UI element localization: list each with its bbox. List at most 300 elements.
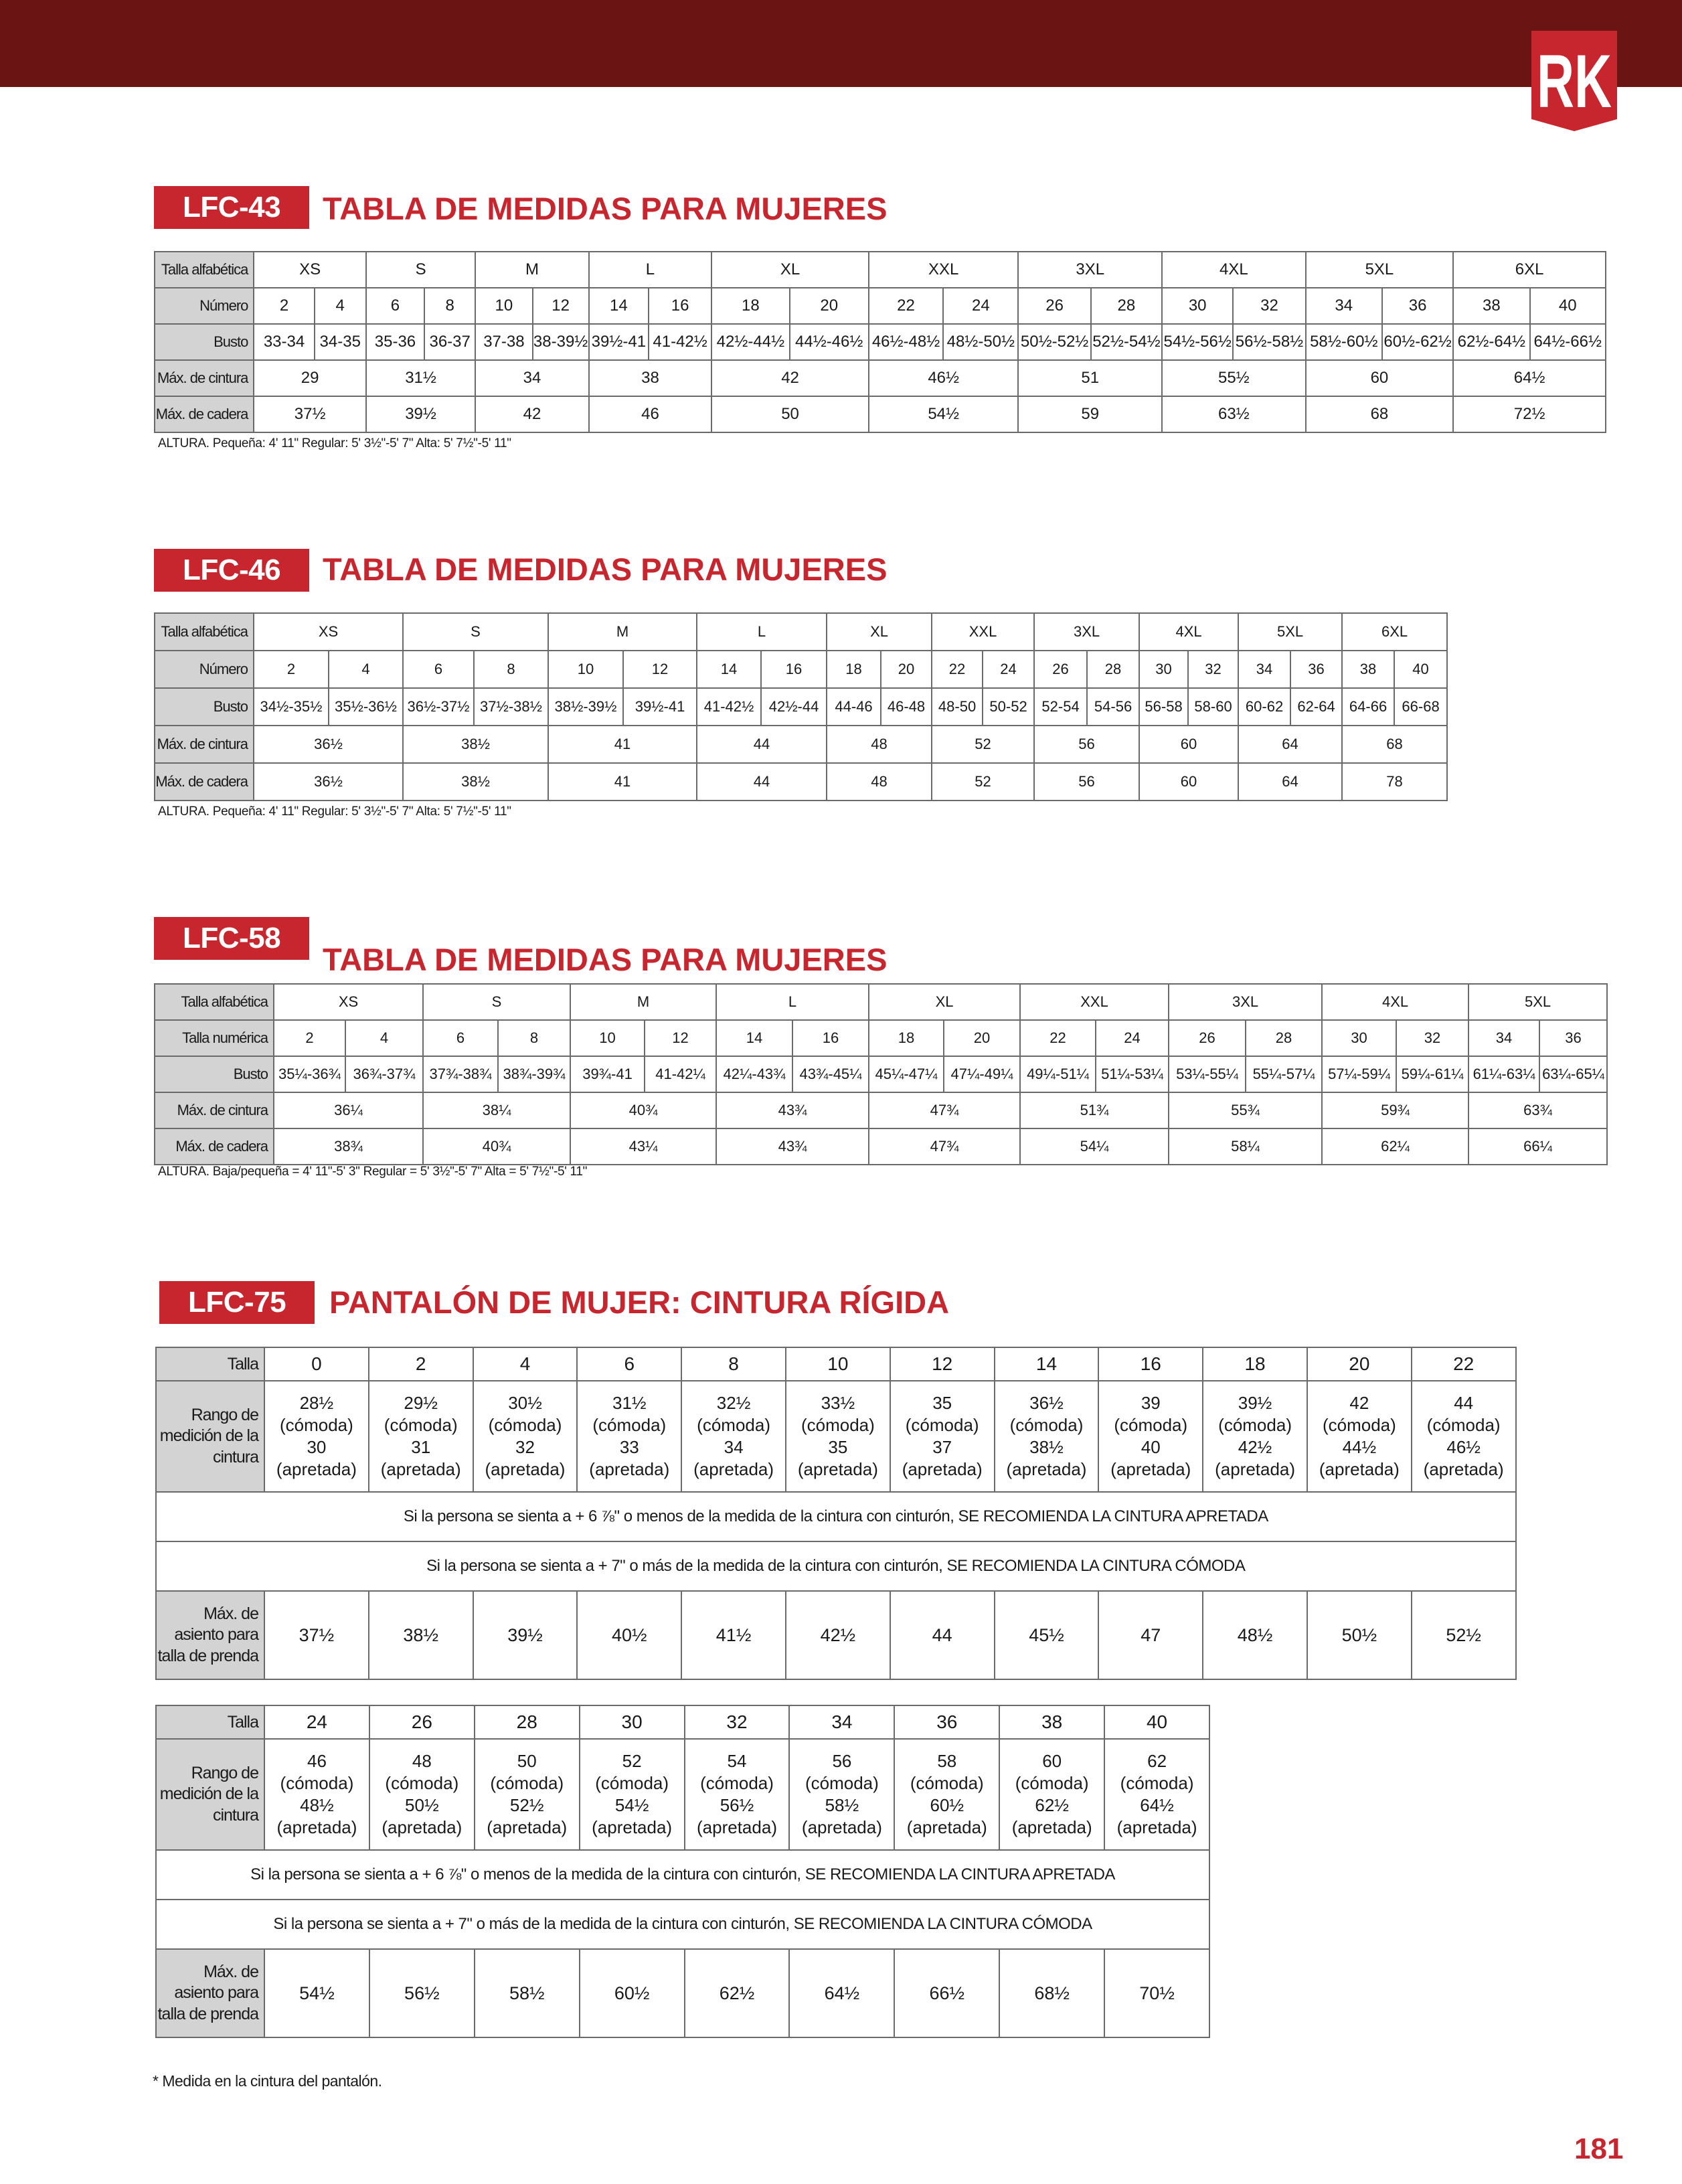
waist-range-cell [369,1739,475,1850]
table-row [155,324,1606,360]
svg-text:RK: RK [1537,39,1612,123]
note-apretada-row [156,1850,1209,1900]
waist-value: 35 [828,1437,848,1457]
fit-label: (cómoda) [1015,1772,1089,1793]
fit-label: (apretada) [276,1459,357,1480]
table-cell: 33-34 [254,324,314,360]
seat-cell: 54½ [264,1949,369,2037]
table-cell: 38 [1342,651,1394,688]
fit-label: (cómoda) [905,1414,979,1435]
table-cell: 10 [548,651,623,688]
talla-cell: 28 [475,1705,580,1739]
table-cell: 36-37 [424,324,475,360]
table-cell: 37½ [254,396,365,432]
asiento-row [156,1591,1516,1679]
waist-value: 39½ [1238,1392,1272,1413]
table-cell: 63¼-65¼ [1539,1056,1607,1092]
waist-value: 64½ [1140,1795,1174,1815]
talla-cell: 22 [1412,1347,1516,1381]
table-cell: 4XL [1162,252,1306,288]
table-cell: 41 [548,763,697,801]
table-cell: 41-42¼ [645,1056,716,1092]
table-cell: 2 [274,1020,345,1056]
table-cell: 48-50 [932,688,983,726]
seat-cell: 39½ [473,1591,578,1679]
row-label: Máx. de cadera [155,1128,274,1165]
seat-cell: 62½ [685,1949,790,2037]
altura-lfc58: ALTURA. Baja/pequeña = 4' 11"-5' 3" Regular = 5' 3½"-5' 7" Alta = 5' 7½"-5' 11" [158,1165,588,1179]
table-cell: 26 [1018,288,1090,324]
table-cell: 50½-52½ [1018,324,1090,360]
table-cell: L [589,252,712,288]
fit-label: (cómoda) [697,1414,770,1435]
table-cell: 56 [1034,763,1139,801]
table-cell: M [548,613,697,651]
table-cell: L [697,613,827,651]
table-cell: 20 [881,651,932,688]
table-cell: 59¼-61¼ [1396,1056,1468,1092]
seat-cell: 48½ [1203,1591,1307,1679]
waist-range-cell [681,1381,786,1492]
table-cell: 14 [716,1020,792,1056]
table-cell: 6 [423,1020,498,1056]
waist-value: 34 [724,1437,744,1457]
row-label: Busto [155,324,254,360]
table-cell: 4XL [1139,613,1238,651]
seat-cell: 42½ [786,1591,890,1679]
table-row [155,651,1447,688]
row-label: Talla alfabética [155,613,254,651]
fit-label: (cómoda) [1120,1772,1194,1793]
table-cell: 59¾ [1322,1092,1468,1128]
row-label: Talla numérica [155,1020,274,1056]
seat-cell: 50½ [1307,1591,1412,1679]
talla-cell: 0 [264,1347,369,1381]
waist-value: 50½ [405,1795,439,1815]
table-cell: 66¼ [1468,1128,1607,1165]
table-cell: 36¾-37¾ [345,1056,423,1092]
table-cell: 22 [869,288,943,324]
table-cell: 45¼-47¼ [869,1056,944,1092]
seat-cell: 56½ [369,1949,475,2037]
table-cell: 64 [1238,726,1342,763]
table-cell: 38½ [403,763,548,801]
table-cell: 5XL [1468,984,1607,1020]
table-cell: 64½ [1453,360,1606,396]
waist-range-cell [685,1739,790,1850]
fit-label: (apretada) [380,1459,461,1480]
table-cell: 53¼-55¼ [1169,1056,1246,1092]
table-cell: 28 [1246,1020,1322,1056]
waist-value: 44 [1454,1392,1474,1413]
table-row [155,1128,1607,1165]
table-cell: 32 [1233,288,1305,324]
table-cell: 58-60 [1188,688,1238,726]
waist-range-cell [264,1381,369,1492]
fit-label: (apretada) [1006,1459,1087,1480]
table-cell: 56-58 [1139,688,1188,726]
row-label: Número [155,288,254,324]
table-cell: 59 [1018,396,1162,432]
table-cell: 58¼ [1169,1128,1322,1165]
table-cell: 38¼ [423,1092,570,1128]
table-cell: 46-48 [881,688,932,726]
table-cell: 4 [345,1020,423,1056]
waist-value: 58 [937,1750,957,1771]
table-cell: 51¾ [1020,1092,1169,1128]
table-cell: S [366,252,475,288]
table-cell: 31½ [366,360,475,396]
seat-cell: 64½ [789,1949,894,2037]
table-cell: 47¾ [869,1128,1020,1165]
table-row [155,763,1447,801]
badge-lfc43: LFC-43 [154,186,309,229]
table-cell: 32 [1396,1020,1468,1056]
table-cell: 57¼-59¼ [1322,1056,1396,1092]
table-cell: 48 [827,763,932,801]
waist-value: 62½ [1035,1795,1069,1815]
table-cell: 36 [1290,651,1342,688]
table-cell: 49¼-51¼ [1020,1056,1096,1092]
fit-label: (cómoda) [490,1772,564,1793]
table-cell: 24 [1096,1020,1169,1056]
table-cell: 64 [1238,763,1342,801]
table-cell: 44½-46½ [790,324,869,360]
footnote: * Medida en la cintura del pantalón. [153,2072,382,2090]
table-cell: 41-42½ [649,324,711,360]
table-cell: 4 [329,651,403,688]
table-cell: 52 [932,726,1034,763]
table-cell: 32 [1188,651,1238,688]
seat-cell: 70½ [1104,1949,1209,2037]
table-cell: 48½-50½ [943,324,1018,360]
fit-label: (apretada) [697,1817,777,1838]
row-label: Número [155,651,254,688]
table-cell: 62-64 [1290,688,1342,726]
talla-cell: 34 [789,1705,894,1739]
table-cell: XXL [869,252,1019,288]
table-cell: 63¾ [1468,1092,1607,1128]
waist-range-cell [1098,1381,1203,1492]
table-cell: 5XL [1306,252,1454,288]
waist-value: 35 [932,1392,952,1413]
row-label: Máx. de cintura [155,360,254,396]
table-cell: S [423,984,570,1020]
table-cell: XS [274,984,423,1020]
waist-table [155,1705,1210,2038]
waist-value: 40 [1141,1437,1161,1457]
talla-cell: 40 [1104,1705,1209,1739]
waist-value: 38½ [1029,1437,1064,1457]
table-cell: 35½-36½ [329,688,403,726]
table-cell: 8 [498,1020,570,1056]
table-cell: 56 [1034,726,1139,763]
table-cell: 38¾-39¾ [498,1056,570,1092]
table-cell: 3XL [1034,613,1139,651]
table-cell: 4 [315,288,366,324]
table-cell: 34 [1306,288,1382,324]
waist-value: 52 [622,1750,642,1771]
table-cell: 44 [697,726,827,763]
waist-value: 32½ [716,1392,751,1413]
waist-range-cell [1412,1381,1516,1492]
fit-label: (apretada) [693,1459,774,1480]
fit-label: (cómoda) [1114,1414,1188,1435]
table-cell: 60 [1139,763,1238,801]
note-comoda: Si la persona se sienta a + 7" o más de la medida de la cintura con cinturón, SE RECOMIENDA LA CINTURA CÓMODA [156,1541,1516,1591]
table-cell: S [403,613,548,651]
fit-label: (apretada) [1215,1459,1296,1480]
seat-cell: 37½ [264,1591,369,1679]
table-cell: 39½-41 [589,324,649,360]
waist-range-cell [789,1739,894,1850]
table-cell: 24 [943,288,1018,324]
waist-range-cell [475,1739,580,1850]
badge-lfc75: LFC-75 [159,1281,315,1324]
table-cell: 2 [254,288,314,324]
table-cell: 42½-44 [761,688,827,726]
table-cell: 30 [1322,1020,1396,1056]
table-cell: 42¼-43¾ [716,1056,792,1092]
table-cell: 72½ [1453,396,1606,432]
talla-cell: 30 [580,1705,685,1739]
waist-range-cell [473,1381,578,1492]
talla-cell: 2 [369,1347,473,1381]
table-cell: 61¼-63¼ [1468,1056,1539,1092]
size-chart-table [154,983,1608,1165]
table-cell: 34½-35½ [254,688,329,726]
table-cell: 38-39½ [533,324,589,360]
table-cell: 62½-64½ [1453,324,1529,360]
table-cell: 18 [827,651,881,688]
seat-cell: 40½ [577,1591,681,1679]
table-cell: 58½-60½ [1306,324,1382,360]
row-label: Máx. de asiento para talla de prenda [156,1591,264,1679]
table-cell: 35-36 [366,324,424,360]
table-row [155,688,1447,726]
fit-label: (apretada) [902,1459,983,1480]
note-apretada-row [156,1492,1516,1541]
table-row [155,984,1607,1020]
table-cell: 26 [1169,1020,1246,1056]
waist-value: 50 [517,1750,537,1771]
waist-range-cell [894,1739,999,1850]
row-label: Talla [156,1347,264,1381]
waist-value: 58½ [825,1795,859,1815]
table-cell: M [475,252,588,288]
table-cell: 22 [932,651,983,688]
table-cell: 16 [792,1020,869,1056]
header-bar [0,0,1682,87]
table-cell: 39¾-41 [570,1056,645,1092]
seat-cell: 58½ [475,1949,580,2037]
table-cell: 54-56 [1087,688,1139,726]
fit-label: (cómoda) [592,1414,667,1435]
waist-range-cell [1307,1381,1412,1492]
table-cell: 55¾ [1169,1092,1322,1128]
waist-range-cell [890,1381,995,1492]
fit-label: (cómoda) [488,1414,562,1435]
waist-value: 44½ [1342,1437,1377,1457]
table-cell: 10 [475,288,532,324]
table-cell: 36¼ [274,1092,423,1128]
altura-lfc43: ALTURA. Pequeña: 4' 11" Regular: 5' 3½"-5' 7" Alta: 5' 7½"-5' 11" [158,436,511,450]
waist-value: 37 [932,1437,952,1457]
row-label: Busto [155,688,254,726]
seat-cell: 60½ [580,1949,685,2037]
table-cell: 37½-38½ [474,688,548,726]
table-cell: 42 [711,360,869,396]
table-cell: 63½ [1162,396,1306,432]
talla-cell: 24 [264,1705,369,1739]
waist-value: 31½ [612,1392,647,1413]
waist-value: 30½ [508,1392,542,1413]
table-cell: 48 [827,726,932,763]
talla-cell: 14 [995,1347,1099,1381]
waist-value: 29½ [404,1392,438,1413]
table-cell: 14 [697,651,761,688]
table-cell: 36½ [254,726,403,763]
table-cell: 41-42½ [697,688,761,726]
fit-label: (cómoda) [595,1772,669,1793]
table-cell: 60 [1306,360,1454,396]
table-cell: 55¼-57¼ [1246,1056,1322,1092]
table-cell: 38½ [403,726,548,763]
table-cell: 10 [570,1020,645,1056]
table-cell: 41 [548,726,697,763]
table-cell: 36½-37½ [403,688,474,726]
waist-range-cell [577,1381,681,1492]
talla-cell: 36 [894,1705,999,1739]
fit-label: (cómoda) [1426,1414,1501,1435]
waist-range-cell [369,1381,473,1492]
waist-value: 52½ [509,1795,544,1815]
rk-logo [1531,31,1617,131]
fit-label: (cómoda) [1009,1414,1084,1435]
table-cell: 38¾ [274,1128,423,1165]
table-cell: 46 [589,396,712,432]
table-cell: 54½ [869,396,1019,432]
table-cell: 68 [1342,726,1447,763]
table-cell: 6XL [1453,252,1606,288]
waist-range-cell [1203,1381,1307,1492]
talla-cell: 32 [685,1705,790,1739]
table-cell: 50-52 [983,688,1034,726]
table-cell: 40¾ [570,1092,716,1128]
table-cell: 28 [1087,651,1139,688]
row-label: Talla alfabética [155,984,274,1020]
talla-cell: 10 [786,1347,890,1381]
title-lfc46: TABLA DE MEDIDAS PARA MUJERES [323,552,888,587]
note-comoda-row [156,1541,1516,1591]
table-cell: 6 [403,651,474,688]
table-cell: 43¾-45¼ [792,1056,869,1092]
fit-label: (apretada) [801,1817,882,1838]
table-cell: 6 [366,288,424,324]
waist-value: 42 [1349,1392,1369,1413]
waist-value: 60 [1042,1750,1062,1771]
table-cell: 44-46 [827,688,881,726]
fit-label: (apretada) [276,1817,357,1838]
fit-label: (apretada) [1319,1459,1400,1480]
table-cell: 16 [761,651,827,688]
badge-lfc46: LFC-46 [154,549,309,592]
table-cell: 43¾ [716,1092,869,1128]
table-cell: 16 [649,288,711,324]
size-chart-table [154,612,1448,801]
waist-value: 46 [307,1750,327,1771]
table-cell: 40¾ [423,1128,570,1165]
table-cell: 12 [533,288,589,324]
table-row [155,726,1447,763]
table-cell: 78 [1342,763,1447,801]
talla-cell: 16 [1098,1347,1203,1381]
fit-label: (cómoda) [279,1414,353,1435]
seat-cell: 38½ [369,1591,473,1679]
talla-cell: 20 [1307,1347,1412,1381]
row-label: Máx. de cintura [155,1092,274,1128]
table-cell: 66-68 [1394,688,1447,726]
table-cell: XL [711,252,869,288]
table-cell: 34-35 [315,324,366,360]
table-cell: 5XL [1238,613,1342,651]
fit-label: (apretada) [1110,1459,1191,1480]
table-cell: 18 [869,1020,944,1056]
table-cell: 64-66 [1342,688,1394,726]
table-cell: 68 [1306,396,1454,432]
waist-value: 54½ [614,1795,649,1815]
table-cell: 40 [1394,651,1447,688]
table-cell: 47¾ [869,1092,1020,1128]
waist-value: 56 [832,1750,852,1771]
table-cell: XS [254,613,403,651]
altura-lfc46: ALTURA. Pequeña: 4' 11" Regular: 5' 3½"-5' 7" Alta: 5' 7½"-5' 11" [158,805,511,819]
table-cell: 52½-54½ [1091,324,1162,360]
table-row [155,1020,1607,1056]
table-cell: 3XL [1018,252,1162,288]
table-cell: 36 [1382,288,1453,324]
waist-range-cell [995,1381,1099,1492]
note-comoda: Si la persona se sienta a + 7" o más de la medida de la cintura con cinturón, SE RECOMIENDA LA CINTURA CÓMODA [156,1900,1209,1949]
row-label: Máx. de cintura [155,726,254,763]
seat-cell: 52½ [1412,1591,1516,1679]
seat-cell: 44 [890,1591,995,1679]
table-cell: 39½-41 [623,688,697,726]
seat-cell: 68½ [999,1949,1104,2037]
table-cell: 20 [944,1020,1020,1056]
table-cell: 54¼ [1020,1128,1169,1165]
table-cell: 34 [1468,1020,1539,1056]
talla-cell: 8 [681,1347,786,1381]
row-label: Busto [155,1056,274,1092]
table-cell: 14 [589,288,649,324]
waist-value: 48 [412,1750,432,1771]
table-cell: 28 [1091,288,1162,324]
fit-label: (apretada) [1116,1817,1197,1838]
waist-value: 56½ [720,1795,754,1815]
seat-cell: 66½ [894,1949,999,2037]
waist-range-cell [999,1739,1104,1850]
table-cell: 42½-44½ [711,324,789,360]
table-cell: 36 [1539,1020,1607,1056]
row-label: Talla alfabética [155,252,254,288]
table-cell: 37-38 [475,324,532,360]
talla-cell: 4 [473,1347,578,1381]
table-cell: 44 [697,763,827,801]
row-label: Máx. de asiento para talla de prenda [156,1949,264,2037]
row-label: Rango de medición de la cintura [156,1739,264,1850]
table-cell: 26 [1034,651,1087,688]
